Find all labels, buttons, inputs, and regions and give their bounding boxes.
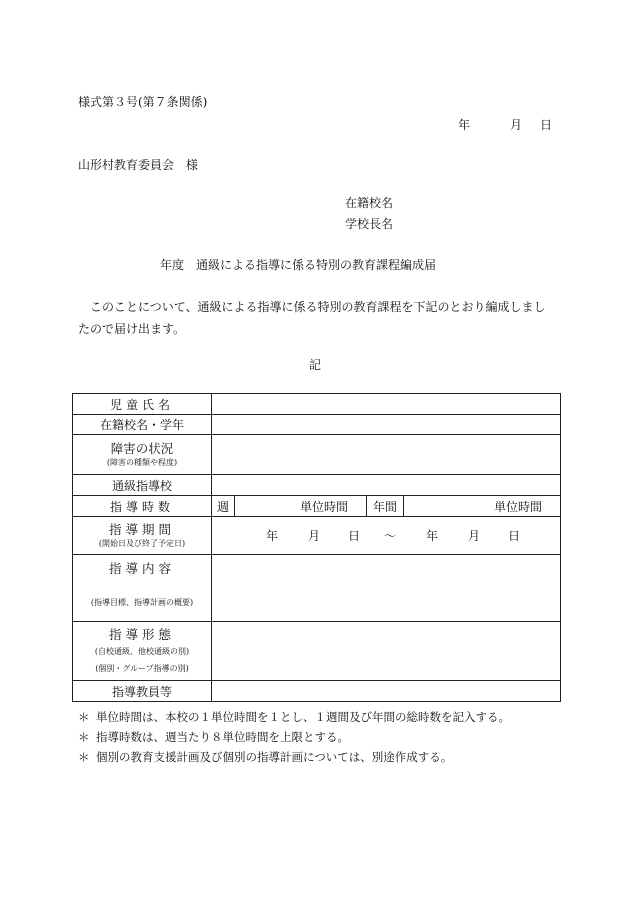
hours-label: 指導時数 (73, 496, 212, 517)
school-grade-field (212, 415, 561, 435)
content-label-cell (73, 555, 212, 622)
period-label-cell (73, 517, 212, 555)
period-day: 日 (348, 529, 361, 543)
content-sublabel: (指導目標、指導計画の概要) (90, 598, 194, 607)
row-teacher (73, 681, 561, 702)
form-label: 指導形態 (108, 626, 175, 642)
row-child-name (73, 394, 561, 415)
form-sublabel-2: (個別・グループ指導の別) (95, 663, 189, 673)
period-field (212, 517, 561, 555)
disability-label: 障害の状況 (110, 440, 174, 456)
date-year: 年 (458, 118, 471, 132)
date-day: 日 (540, 118, 553, 132)
tsukyu-school-field (212, 475, 561, 496)
form-sublabel-1: (自校通級、他校通級の別) (94, 646, 190, 656)
period-tilde: ～ (384, 529, 397, 543)
disability-sublabel: (障害の種類や程度) (106, 457, 178, 467)
ki-heading: 記 (309, 358, 322, 372)
teacher-label: 指導教員等 (73, 681, 212, 702)
form-label-cell (73, 622, 212, 681)
school-grade-label: 在籍校名・学年 (73, 415, 212, 435)
row-disability (73, 435, 561, 475)
form-number: 様式第３号(第７条関係) (78, 95, 208, 109)
row-content (73, 555, 561, 622)
period-day-end: 日 (508, 529, 521, 543)
note-2 (78, 729, 558, 745)
row-school-grade (73, 415, 561, 435)
form-field (212, 622, 561, 681)
note-1-mark: ＊ (78, 710, 90, 724)
annual-label: 年間 (367, 496, 404, 517)
tsukyu-school-label: 通級指導校 (73, 475, 212, 496)
period-month-end: 月 (468, 529, 481, 543)
disability-label-cell (73, 435, 212, 475)
note-2-mark: ＊ (78, 730, 90, 744)
note-3-text: 個別の教育支援計画及び個別の指導計画については、別途作成する。 (96, 750, 453, 764)
date-month: 月 (510, 118, 523, 132)
period-year: 年 (266, 529, 279, 543)
row-tsukyu-school (73, 475, 561, 496)
note-3-mark: ＊ (78, 750, 90, 764)
school-name-label: 在籍校名 (345, 196, 394, 210)
child-name-field (212, 394, 561, 415)
addressee: 山形村教育委員会 様 (78, 158, 199, 172)
date-line (458, 117, 552, 133)
period-label: 指導期間 (108, 521, 175, 537)
week-unit-hours: 単位時間 (235, 496, 367, 517)
application-table (72, 393, 561, 702)
row-period (73, 517, 561, 555)
annual-unit-hours: 単位時間 (404, 496, 561, 517)
disability-field (212, 435, 561, 475)
teacher-field (212, 681, 561, 702)
document-title: 年度 通級による指導に係る特別の教育課程編成届 (160, 258, 437, 272)
period-year-end: 年 (426, 529, 439, 543)
week-label: 週 (212, 496, 235, 517)
note-3 (78, 749, 558, 765)
period-month: 月 (308, 529, 321, 543)
principal-label: 学校長名 (345, 217, 394, 231)
period-sublabel: (開始日及び終了予定日) (98, 538, 186, 548)
row-form (73, 622, 561, 681)
child-name-label: 児童氏名 (73, 394, 212, 415)
body-text: このことについて、通級による指導に係る特別の教育課程を下記のとおり編成しましたので届け出ます。 (78, 300, 546, 336)
content-field (212, 555, 561, 622)
content-label: 指導内容 (108, 561, 175, 576)
note-2-text: 指導時数は、週当たり８単位時間を上限とする。 (96, 730, 349, 744)
note-1-text: 単位時間は、本校の１単位時間を１とし、１週間及び年間の総時数を記入する。 (96, 710, 510, 724)
note-1 (78, 709, 558, 725)
row-hours (73, 496, 561, 517)
